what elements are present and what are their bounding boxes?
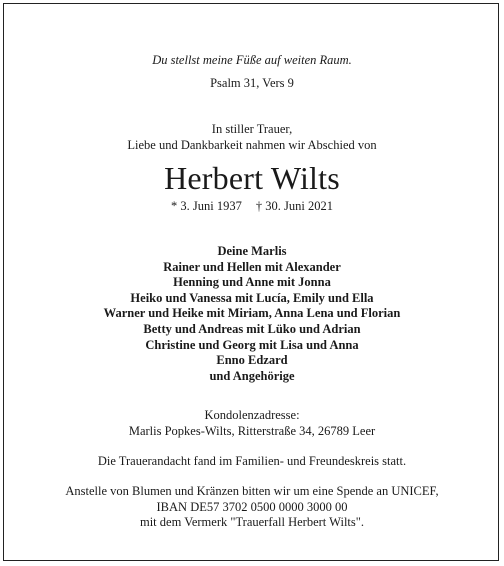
condolence-address: Marlis Popkes-Wilts, Ritterstraße 34, 26789 Leer: [128, 424, 376, 438]
mourner-line: Betty und Andreas mit Lüko und Adrian: [143, 321, 361, 336]
bible-reference: Psalm 31, Vers 9: [210, 76, 294, 90]
service-note: Die Trauerandacht fand im Familien- und Freundeskreis statt.: [97, 454, 407, 468]
mourner-line: Rainer und Hellen mit Alexander: [163, 259, 341, 274]
mourner-line: und Angehörige: [209, 368, 295, 383]
mourner-line: Deine Marlis: [217, 244, 287, 258]
mourner-line: Warner und Heike mit Miriam, Anna Lena und Florian: [103, 306, 401, 321]
mourner-line: Heiko und Vanessa mit Lucía, Emily und Ella: [130, 290, 374, 305]
mourners-list: [0, 244, 504, 384]
mourner-line: Henning und Anne mit Jonna: [173, 275, 331, 290]
mourner-line: Enno Edzard: [216, 353, 288, 368]
birth-date: * 3. Juni 1937: [171, 199, 242, 213]
condolence-label: Kondolenzadresse:: [204, 408, 300, 422]
deceased-name: Herbert Wilts: [164, 160, 340, 196]
donation-line: mit dem Vermerk "Trauerfall Herbert Wilts".: [139, 515, 364, 529]
donation-iban: IBAN DE57 3702 0500 0000 3000 00: [156, 499, 348, 514]
intro-line-1: In stiller Trauer,: [211, 122, 293, 136]
bible-quote: Du stellst meine Füße auf weiten Raum.: [152, 53, 352, 67]
donation-line: Anstelle von Blumen und Kränzen bitten wir um eine Spende an UNICEF,: [65, 484, 439, 498]
death-date: † 30. Juni 2021: [255, 199, 333, 213]
donation-request: [0, 484, 504, 531]
intro-line-2: Liebe und Dankbarkeit nahmen wir Abschied von: [127, 138, 377, 152]
life-dates: [0, 198, 504, 214]
mourner-line: Christine und Georg mit Lisa und Anna: [145, 337, 359, 352]
